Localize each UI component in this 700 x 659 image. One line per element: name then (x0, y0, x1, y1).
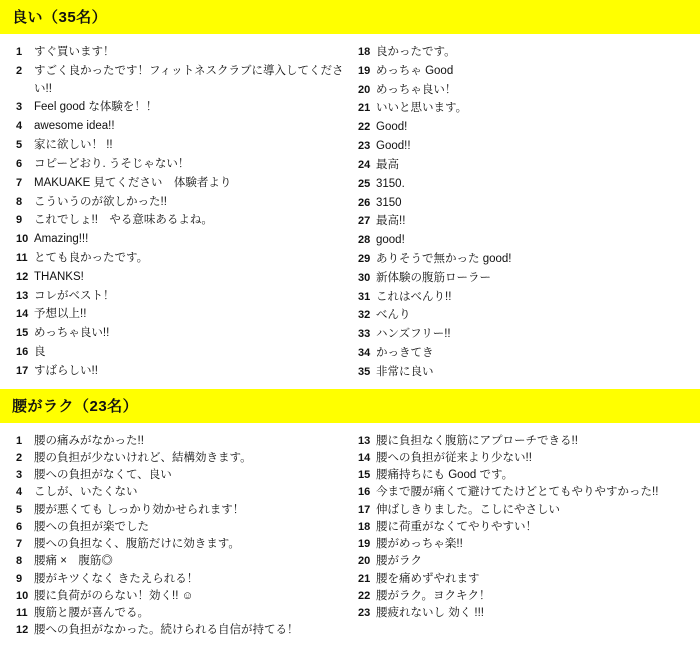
list-item (8, 137, 344, 155)
item-number: 11 (16, 607, 28, 620)
item-number: 7 (16, 176, 23, 189)
item-text: 腰に荷重がなくてやりやすい！ (376, 520, 537, 533)
list-item (8, 99, 344, 117)
item-text: Feel good な体験を！！ (34, 101, 158, 114)
item-number: 4 (16, 486, 23, 499)
item-text: ありそうで無かった good! (376, 252, 512, 265)
item-text: コレがベスト！ (34, 289, 115, 302)
item-text: いいと思います。 (376, 102, 468, 115)
item-text: べんり (376, 309, 411, 322)
item-text: すぐ買います！ (34, 46, 115, 58)
item-number: 24 (358, 158, 371, 171)
item-number: 2 (16, 64, 23, 77)
section-back-comfort-left-column (8, 433, 350, 640)
item-text: こしが、いたくない (34, 486, 138, 499)
list-item (8, 231, 344, 249)
item-text: 腰痛 × 腹筋◎ (34, 555, 113, 568)
item-number: 25 (358, 177, 371, 190)
list-item (8, 288, 344, 306)
item-number: 21 (358, 102, 371, 115)
item-text: 腰への負担なく、腹筋だけに効きます。 (34, 538, 240, 551)
list-item (8, 194, 344, 212)
item-number: 12 (16, 624, 29, 637)
item-text: めっちゃ良い!! (34, 327, 110, 340)
list-item (8, 269, 344, 287)
section-back-comfort (0, 389, 700, 646)
item-number: 6 (16, 157, 23, 170)
item-number: 26 (358, 196, 371, 209)
list-item (350, 44, 686, 62)
list-item (8, 553, 344, 570)
item-text: 腰への負担がなかった。続けられる自信が持てる！ (34, 624, 299, 637)
item-text: 腰の痛みがなかった!! (34, 434, 144, 447)
item-text: 良かったです。 (376, 46, 456, 58)
list-item (8, 63, 344, 99)
item-text: これはべんり!! (376, 290, 452, 303)
item-number: 28 (358, 234, 371, 247)
list-item (350, 289, 686, 307)
item-text: こういうのが欲しかった!! (34, 195, 167, 208)
item-text: 腰への負担が従来より少ない!! (376, 451, 532, 464)
list-item (350, 157, 686, 175)
list-item (8, 212, 344, 230)
list-item (350, 326, 686, 344)
section-good-right-column (350, 44, 692, 383)
item-text: すばらしい!! (34, 364, 98, 377)
list-item (8, 250, 344, 268)
item-text: MAKUAKE 見てください 体験者より (34, 176, 232, 189)
item-number: 31 (358, 290, 371, 303)
section-back-comfort-title: 腰がラク（23名） (0, 389, 700, 423)
list-item (8, 484, 344, 501)
item-number: 10 (16, 233, 29, 246)
item-text: 腰がラク (376, 555, 422, 568)
item-text: good! (376, 234, 405, 247)
item-number: 23 (358, 140, 371, 153)
list-item (8, 325, 344, 343)
item-text: 最高!! (376, 215, 406, 228)
item-number: 17 (16, 364, 29, 377)
list-item (8, 622, 344, 639)
list-item (8, 467, 344, 484)
list-item (350, 536, 686, 553)
item-number: 5 (16, 503, 23, 516)
item-number: 21 (358, 572, 371, 585)
item-text: Amazing!!! (34, 233, 89, 246)
list-item (8, 450, 344, 467)
list-item (8, 363, 344, 381)
item-number: 23 (358, 607, 371, 620)
list-item (350, 195, 686, 213)
list-item (350, 232, 686, 250)
item-text: とても良かったです。 (34, 251, 149, 264)
list-item (8, 519, 344, 536)
item-number: 12 (16, 270, 29, 283)
item-text: 家に欲しい！ !! (34, 139, 113, 152)
list-item (350, 270, 686, 288)
item-number: 29 (358, 252, 371, 265)
item-number: 7 (16, 538, 23, 551)
section-back-comfort-columns (0, 423, 700, 646)
item-text: 3150. (376, 177, 405, 190)
item-text: めっちゃ Good (376, 64, 454, 77)
list-item (350, 307, 686, 325)
list-item (8, 571, 344, 588)
item-number: 8 (16, 555, 23, 568)
item-text: Good! (376, 121, 408, 134)
item-number: 17 (358, 503, 371, 516)
list-item (350, 119, 686, 137)
item-number: 1 (16, 434, 23, 447)
section-back-comfort-right-column (350, 433, 692, 640)
item-number: 8 (16, 195, 23, 208)
item-text: 今まで腰が痛くて避けてたけどとてもやりやすかった!! (376, 486, 659, 499)
item-text: 腰痛持ちにも Good です。 (376, 469, 514, 482)
item-text: awesome idea!! (34, 120, 115, 133)
item-text: コピーどおり. うそじゃない！ (34, 157, 190, 170)
list-item (350, 251, 686, 269)
item-text: 非常に良い (376, 365, 434, 378)
item-number: 2 (16, 451, 23, 464)
item-text: 腰に負荷がのらない！効く!! ☺ (34, 589, 194, 602)
item-text: 腰がキツくなく きたえられる！ (34, 572, 199, 585)
list-item (8, 536, 344, 553)
item-number: 3 (16, 469, 23, 482)
list-item (350, 588, 686, 605)
item-text: すごく良かったです！フィットネスクラブに導入してください!! (34, 64, 344, 95)
list-item (350, 484, 686, 501)
list-item (350, 450, 686, 467)
item-text: 腰に負担なく腹筋にアプローチできる!! (376, 434, 578, 447)
item-number: 4 (16, 120, 23, 133)
item-number: 18 (358, 520, 371, 533)
item-text: 新体験の腹筋ローラー (376, 271, 491, 284)
list-item (8, 156, 344, 174)
item-number: 3 (16, 101, 23, 114)
item-number: 18 (358, 46, 371, 58)
item-text: 腰への負担が楽でした (34, 520, 149, 533)
list-item (8, 605, 344, 622)
item-text: めっちゃ良い！ (376, 83, 457, 96)
item-text: これでしょ!! やる意味あるよね。 (34, 214, 213, 227)
list-item (8, 344, 344, 362)
list-item (350, 553, 686, 570)
list-item (350, 100, 686, 118)
item-number: 16 (358, 486, 371, 499)
list-item (350, 605, 686, 622)
list-item (8, 306, 344, 324)
item-text: 3150 (376, 196, 402, 209)
section-good-columns (0, 34, 700, 389)
item-text: THANKS! (34, 270, 84, 283)
item-number: 20 (358, 83, 371, 96)
section-good-left-column (8, 44, 350, 383)
item-text: 予想以上!! (34, 308, 87, 321)
list-item (350, 433, 686, 450)
item-text: かっきてき (376, 347, 434, 359)
item-number: 15 (16, 327, 29, 340)
list-item (8, 44, 344, 62)
item-number: 19 (358, 538, 371, 551)
item-number: 19 (358, 64, 371, 77)
item-text: 腰が悪くても しっかり効かせられます！ (34, 503, 245, 516)
item-number: 1 (16, 46, 23, 58)
list-item (350, 519, 686, 536)
item-text: 腰がめっちゃ楽!! (376, 538, 463, 551)
item-number: 14 (358, 451, 371, 464)
item-text: 腰疲れないし 効く !!! (376, 607, 484, 620)
item-text: 伸ばしきりました。こしにやさしい (376, 503, 560, 516)
item-number: 16 (16, 346, 29, 358)
item-number: 33 (358, 328, 371, 341)
list-item (350, 138, 686, 156)
item-text: 最高 (376, 158, 399, 171)
item-number: 13 (358, 434, 371, 447)
list-item (350, 571, 686, 588)
list-item (350, 467, 686, 484)
list-item (8, 433, 344, 450)
item-text: 腰の負担が少ないけれど、結構効きます。 (34, 451, 252, 464)
list-item (8, 502, 344, 519)
item-number: 34 (358, 347, 371, 359)
section-good-title: 良い（35名） (0, 0, 700, 34)
item-number: 9 (16, 214, 23, 227)
list-item (350, 176, 686, 194)
item-number: 11 (16, 251, 28, 264)
item-number: 32 (358, 309, 371, 322)
item-number: 9 (16, 572, 23, 585)
item-text: 腰を痛めずやれます (376, 572, 480, 585)
item-text: 腰がラク。ヨクキク！ (376, 589, 491, 602)
item-text: Good!! (376, 140, 411, 153)
item-number: 20 (358, 555, 371, 568)
list-item (350, 364, 686, 382)
item-text: 良 (34, 346, 46, 358)
item-text: 腰への負担がなくて、良い (34, 469, 172, 482)
list-item (350, 82, 686, 100)
list-item (350, 502, 686, 519)
item-number: 35 (358, 365, 371, 378)
item-number: 10 (16, 589, 29, 602)
item-number: 5 (16, 139, 23, 152)
item-number: 27 (358, 215, 371, 228)
item-number: 14 (16, 308, 29, 321)
list-item (8, 175, 344, 193)
list-item (350, 345, 686, 363)
item-number: 6 (16, 520, 23, 533)
list-item (8, 118, 344, 136)
item-text: 腹筋と腰が喜んでる。 (34, 607, 149, 620)
item-number: 15 (358, 469, 371, 482)
item-number: 13 (16, 289, 29, 302)
item-number: 30 (358, 271, 371, 284)
list-item (8, 588, 344, 605)
list-item (350, 213, 686, 231)
item-number: 22 (358, 589, 371, 602)
item-number: 22 (358, 121, 371, 134)
list-item (350, 63, 686, 81)
item-text: ハンズフリー!! (376, 328, 451, 341)
